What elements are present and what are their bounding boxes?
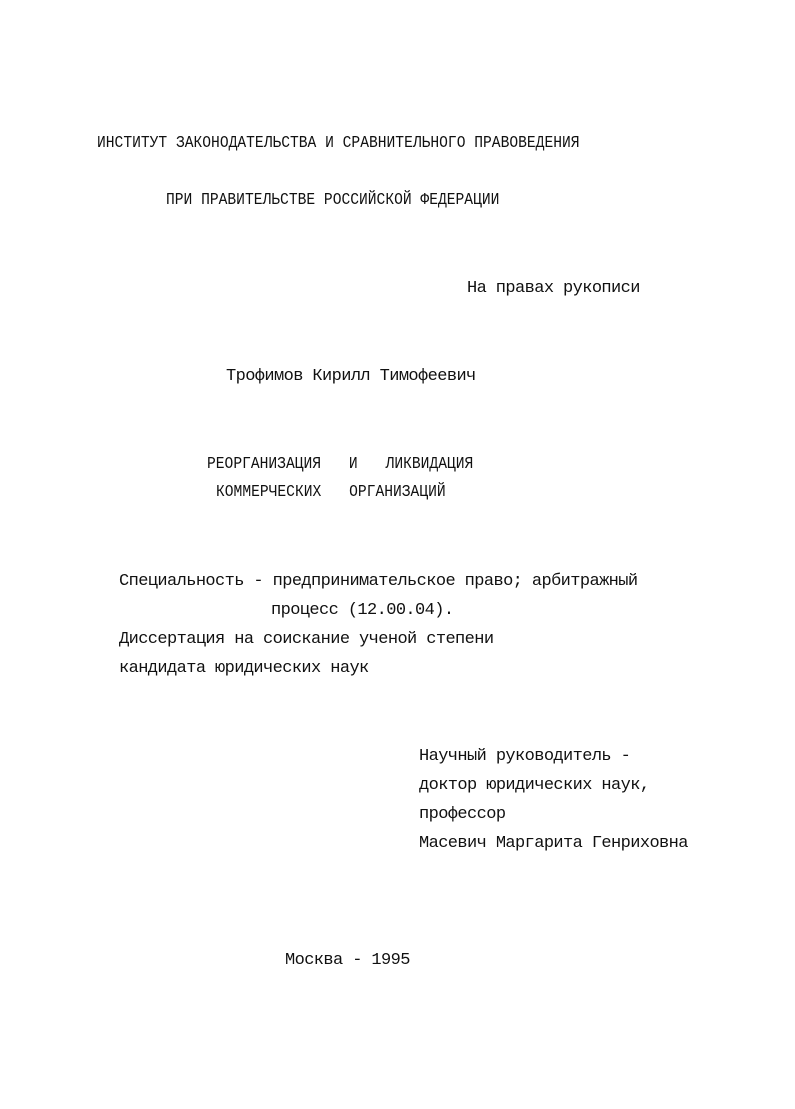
place-and-year: Москва - 1995: [285, 951, 410, 970]
degree-line-1: Диссертация на соискание ученой степени: [119, 630, 494, 649]
institute-name-line-2: ПРИ ПРАВИТЕЛЬСТВЕ РОССИЙСКОЙ ФЕДЕРАЦИИ: [166, 191, 500, 210]
specialty-line-1: Специальность - предпринимательское право; арбитражный: [119, 572, 638, 591]
specialty-line-2: процесс (12.00.04).: [271, 601, 454, 620]
dissertation-title-line-2: КОММЕРЧЕСКИХ ОРГАНИЗАЦИЙ: [216, 483, 446, 502]
supervisor-role: Научный руководитель -: [419, 747, 631, 766]
dissertation-title-line-1: РЕОРГАНИЗАЦИЯ И ЛИКВИДАЦИЯ: [207, 455, 474, 474]
manuscript-note: На правах рукописи: [467, 279, 640, 298]
supervisor-degree: доктор юридических наук,: [419, 776, 650, 795]
supervisor-name: Масевич Маргарита Генриховна: [419, 834, 688, 853]
supervisor-title: профессор: [419, 805, 506, 824]
degree-line-2: кандидата юридических наук: [119, 659, 369, 678]
institute-name-line-1: ИНСТИТУТ ЗАКОНОДАТЕЛЬСТВА И СРАВНИТЕЛЬНОГО ПРАВОВЕДЕНИЯ: [97, 134, 580, 153]
author-name: Трофимов Кирилл Тимофеевич: [226, 367, 476, 386]
